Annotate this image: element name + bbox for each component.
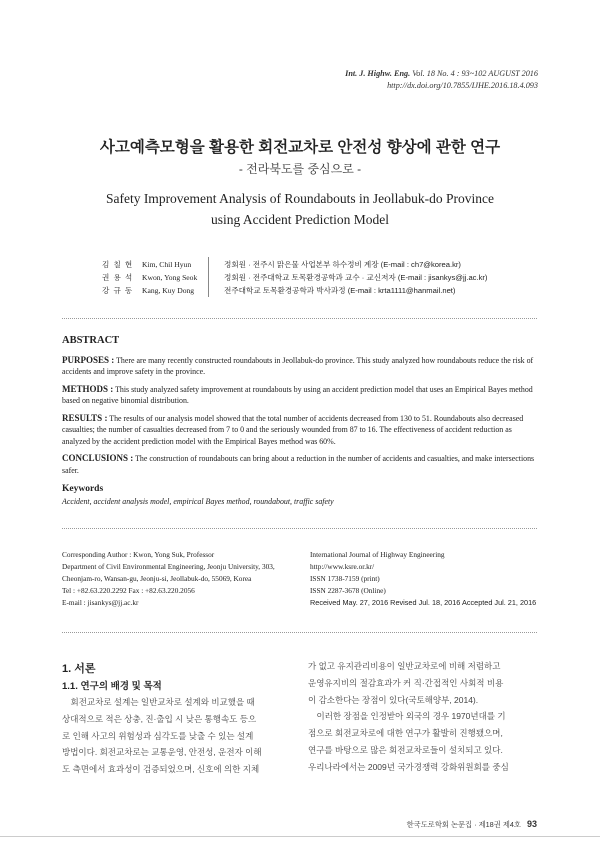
author-affiliation: 정회원 · 전주대학교 토목환경공학과 교수 · 교신저자 (E-mail : jisankys@jj.ac.kr): [224, 273, 488, 282]
author-list: [102, 258, 487, 297]
corresponding-author-info: [62, 549, 302, 609]
body-column-left: [62, 694, 290, 778]
journal-info-line: ISSN 2287-3678 (Online): [310, 586, 386, 595]
journal-info: [310, 549, 550, 609]
corr-line: Cheonjam-ro, Wansan-gu, Jeonju-si, Jeollabuk-do, 55069, Korea: [62, 574, 252, 583]
author-english-name: Kwon, Yong Seok: [142, 273, 198, 282]
page-footer: [407, 819, 537, 830]
body-line: 이 감소한다는 장점이 있다(국토해양부, 2014).: [308, 694, 479, 705]
results-label: RESULTS :: [62, 412, 108, 423]
abstract-conclusions: [62, 453, 537, 476]
author-divider: [208, 257, 209, 297]
author-korean-name: 권 용 석: [102, 273, 134, 282]
title-korean: 사고예측모형을 활용한 회전교차로 안전성 향상에 관한 연구: [99, 139, 501, 156]
methods-label: METHODS :: [62, 383, 114, 394]
footer-journal: 한국도로학회 논문집 · 제18권 제4호: [406, 820, 521, 829]
footer-rule: [0, 836, 600, 837]
methods-text: This study analyzed safety improvement at roundabouts by using an accident prediction model that uses an Empirical Bayes method based on negative binomial distribution.: [62, 384, 533, 405]
purposes-text: There are many recently constructed roundabouts in Jeollabuk-do province. This study analyzed how roundabouts reduce the risk of accidents and improve safety in the province.: [62, 355, 534, 376]
body-line: 로 인해 사고의 위험성과 심각도를 낮출 수 있는 설계: [62, 730, 254, 741]
body-line: 운영유지비의 절감효과가 커 직·간접적인 사회적 비용: [308, 677, 504, 688]
title-english: [0, 188, 600, 230]
keywords-heading: Keywords: [62, 484, 104, 494]
body-line: 우리나라에서는 2009년 국가경쟁력 강화위원회를 중심: [308, 761, 509, 772]
body-line: 방법이다. 회전교차로는 교통운영, 안전성, 운전자 이해: [62, 747, 262, 758]
author-row: [102, 258, 487, 271]
body-line: 이러한 장점을 인정받아 외국의 경우 1970년대를 기: [308, 711, 506, 722]
author-affiliation: 정회원 · 전주시 맑은물 사업본부 하수정비 계장 (E-mail : ch7@korea.kr): [224, 260, 461, 269]
author-korean-name: 김 칠 현: [102, 260, 134, 269]
abstract-section: [62, 335, 537, 507]
body-column-right: [308, 658, 537, 776]
corr-line: Tel : +82.63.220.2292 Fax : +82.63.220.2056: [62, 586, 195, 595]
subsection-heading: 1.1. 연구의 배경 및 목적: [62, 681, 162, 692]
abstract-methods: [62, 384, 537, 407]
keywords-text: Accident, accident analysis model, empirical Bayes method, roundabout, traffic safety: [62, 496, 334, 506]
journal-url[interactable]: http://www.ksre.or.kr/: [310, 562, 375, 571]
corr-line: Department of Civil Environmental Engineering, Jeonju University, 303,: [62, 562, 275, 571]
conclusions-text: The construction of roundabouts can bring about a reduction in the number of accidents and casualties, and make intersections safer.: [62, 454, 535, 475]
subtitle-korean: - 전라북도를 중심으로 -: [238, 162, 362, 176]
title-english-line2: using Accident Prediction Model: [210, 212, 390, 227]
body-line: 도 측면에서 효과성이 검증되었으며, 신호에 의한 지체: [62, 764, 260, 775]
abstract-purposes: [62, 355, 537, 378]
body-line: 상대적으로 적은 상충, 진·출입 시 낮은 통행속도 등으: [62, 713, 257, 724]
author-english-name: Kang, Kuy Dong: [142, 286, 195, 295]
body-line: 연구를 바탕으로 많은 회전교차로들이 설치되고 있다.: [308, 744, 503, 755]
journal-volume: Vol. 18 No. 4 : 93~102 AUGUST 2016: [410, 69, 538, 78]
received-dates: Received May. 27, 2016 Revised Jul. 18, 2016 Accepted Jul. 21, 2016: [310, 598, 537, 607]
page-number: 93: [526, 819, 537, 829]
results-text: The results of our analysis model showed that the total number of accidents decreased from 130 to 51. Roundabouts also decreased casualties; the number of casualties decreased from 7 to 0 and the seriously wounded from 87 to 16. The effectiveness of accident reduction as analyzed by the accident prediction model with the Empirical Bayes method was 60%.: [62, 413, 524, 446]
journal-info-line: ISSN 1738-7159 (print): [310, 574, 380, 583]
doi-link[interactable]: http://dx.doi.org/10.7855/IJHE.2016.18.4.093: [387, 81, 538, 90]
purposes-label: PURPOSES :: [62, 354, 115, 365]
body-line: 가 없고 유지관리비용이 일반교차로에 비해 저렴하고: [308, 661, 501, 671]
corr-line: Corresponding Author : Kwon, Yong Suk, Professor: [62, 550, 215, 559]
conclusions-label: CONCLUSIONS :: [62, 453, 134, 463]
title-english-line1: Safety Improvement Analysis of Roundabouts in Jeollabuk-do Province: [105, 191, 495, 206]
author-affiliation: 전주대학교 토목환경공학과 박사과정 (E-mail : krta1111@hanmail.net): [224, 286, 456, 295]
author-row: [102, 284, 487, 297]
corr-email[interactable]: E-mail : jisankys@jj.ac.kr: [62, 598, 139, 607]
abstract-heading: ABSTRACT: [62, 335, 120, 346]
journal-info-line: International Journal of Highway Engineering: [310, 550, 445, 559]
journal-citation: [345, 68, 538, 92]
divider-middle: [62, 528, 537, 529]
abstract-results: [62, 413, 537, 448]
divider-top: [62, 318, 537, 319]
author-row: [102, 271, 487, 284]
body-line: 회전교차로 설계는 일반교차로 설계와 비교했을 때: [62, 697, 255, 707]
author-korean-name: 강 규 동: [102, 286, 134, 295]
author-english-name: Kim, Chil Hyun: [142, 260, 192, 269]
section-heading: 1. 서론: [62, 663, 96, 675]
body-line: 점으로 회전교차로에 대한 연구가 활발히 진행됐으며,: [308, 728, 503, 739]
divider-bottom: [62, 632, 537, 633]
journal-name: Int. J. Highw. Eng.: [345, 69, 411, 78]
